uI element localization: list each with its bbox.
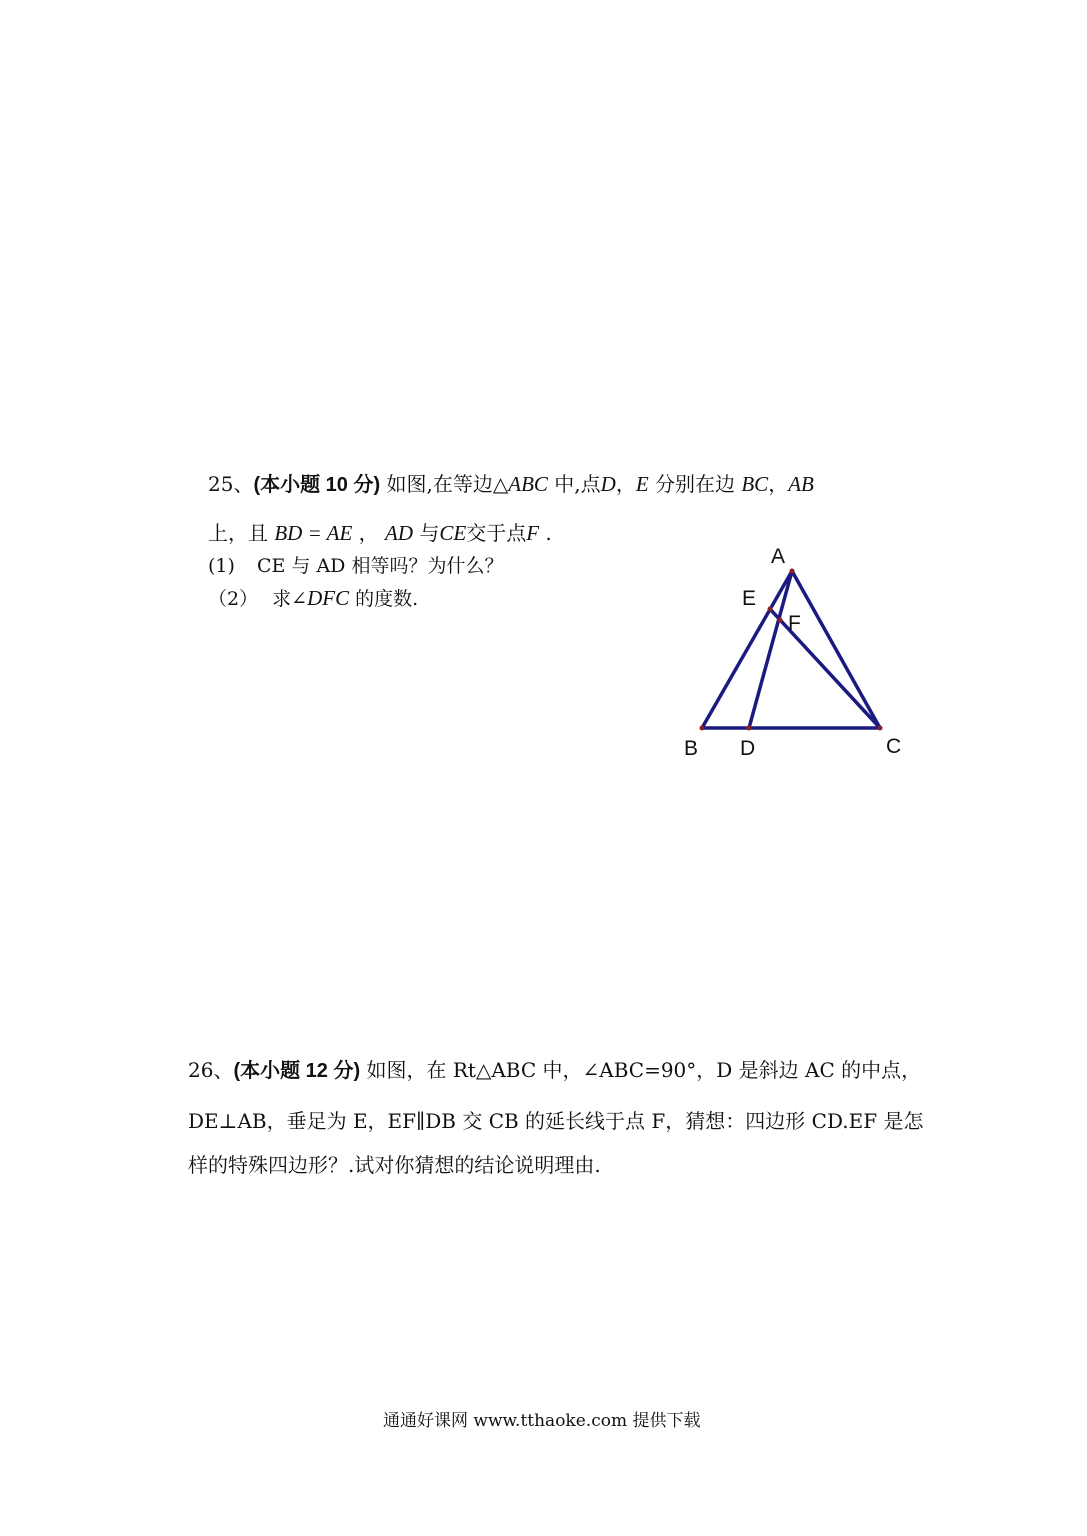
label-d: D (740, 737, 756, 760)
q25-line-1 (208, 472, 814, 497)
figure-lines (702, 571, 880, 728)
q26-text: DE⊥AB，垂足为 E，EF∥DB 交 CB 的延长线于点 F，猜想：四边形 CD.EF 是怎 (188, 1109, 924, 1133)
q25-subquestion-1 (208, 554, 503, 578)
math-bc: BC (741, 472, 769, 496)
q25-text: 上，且 (208, 521, 268, 545)
q26-text: 样的特殊四边形？.试对你猜想的结论说明理由. (188, 1153, 601, 1177)
q26-number: 26、 (188, 1058, 234, 1082)
point-c (878, 726, 883, 731)
label-b: B (684, 737, 699, 760)
q25-text: 如图,在等边 (386, 472, 493, 496)
sub2-text: 的度数. (355, 588, 419, 610)
math-d: D (600, 472, 616, 496)
q25-punct: ， (358, 521, 379, 545)
q26-line-3 (188, 1153, 601, 1177)
point-f (778, 618, 783, 623)
math-ce: CE (439, 521, 467, 545)
label-c: C (886, 735, 902, 758)
angle-symbol: ∠ (291, 588, 308, 610)
q25-number: 25、 (208, 472, 254, 496)
q25-text: 与 (419, 521, 440, 545)
point-b (700, 726, 705, 731)
sub2-number: （2） (208, 588, 259, 610)
math-abc: ABC (508, 472, 548, 496)
q25-punct: ， (768, 472, 789, 496)
triangle-figure (670, 535, 920, 770)
math-f: F (526, 521, 540, 545)
q25-line-2 (208, 521, 552, 545)
label-f: F (788, 612, 801, 635)
label-e: E (742, 587, 757, 610)
math-dfc: DFC (307, 586, 350, 610)
q25-score: (本小题 10 分) (253, 474, 381, 496)
math-ab: AB (788, 472, 814, 496)
math-equation: BD = AE (274, 521, 353, 545)
footer-text: 通通好课网 www.tthaoke.com 提供下载 (383, 1411, 701, 1431)
q25-text: 分别在边 (655, 472, 735, 496)
point-e (768, 607, 773, 612)
q25-punct: . (545, 521, 552, 545)
math-ad: AD (385, 521, 414, 545)
q25-punct: ， (615, 472, 636, 496)
q26-line-1 (188, 1058, 921, 1083)
point-a (790, 569, 795, 574)
sub2-text: 求 (272, 588, 292, 610)
q26-score: (本小题 12 分) (233, 1060, 361, 1082)
q25-subquestion-2 (208, 586, 418, 611)
point-d (747, 726, 752, 731)
q26-text: 如图，在 Rt△ABC 中，∠ABC=90°，D 是斜边 AC 的中点， (366, 1058, 922, 1082)
q25-text: 交于点 (466, 521, 527, 545)
triangle-symbol: △ (492, 472, 509, 496)
label-a: A (771, 545, 786, 568)
q25-text: 中,点 (554, 472, 601, 496)
math-e: E (635, 472, 649, 496)
figure-points (700, 569, 883, 731)
page-footer (383, 1409, 700, 1433)
q26-line-2 (188, 1109, 923, 1133)
sub1-number: (1) (208, 555, 235, 577)
sub1-text: CE 与 AD 相等吗？为什么？ (256, 555, 504, 577)
